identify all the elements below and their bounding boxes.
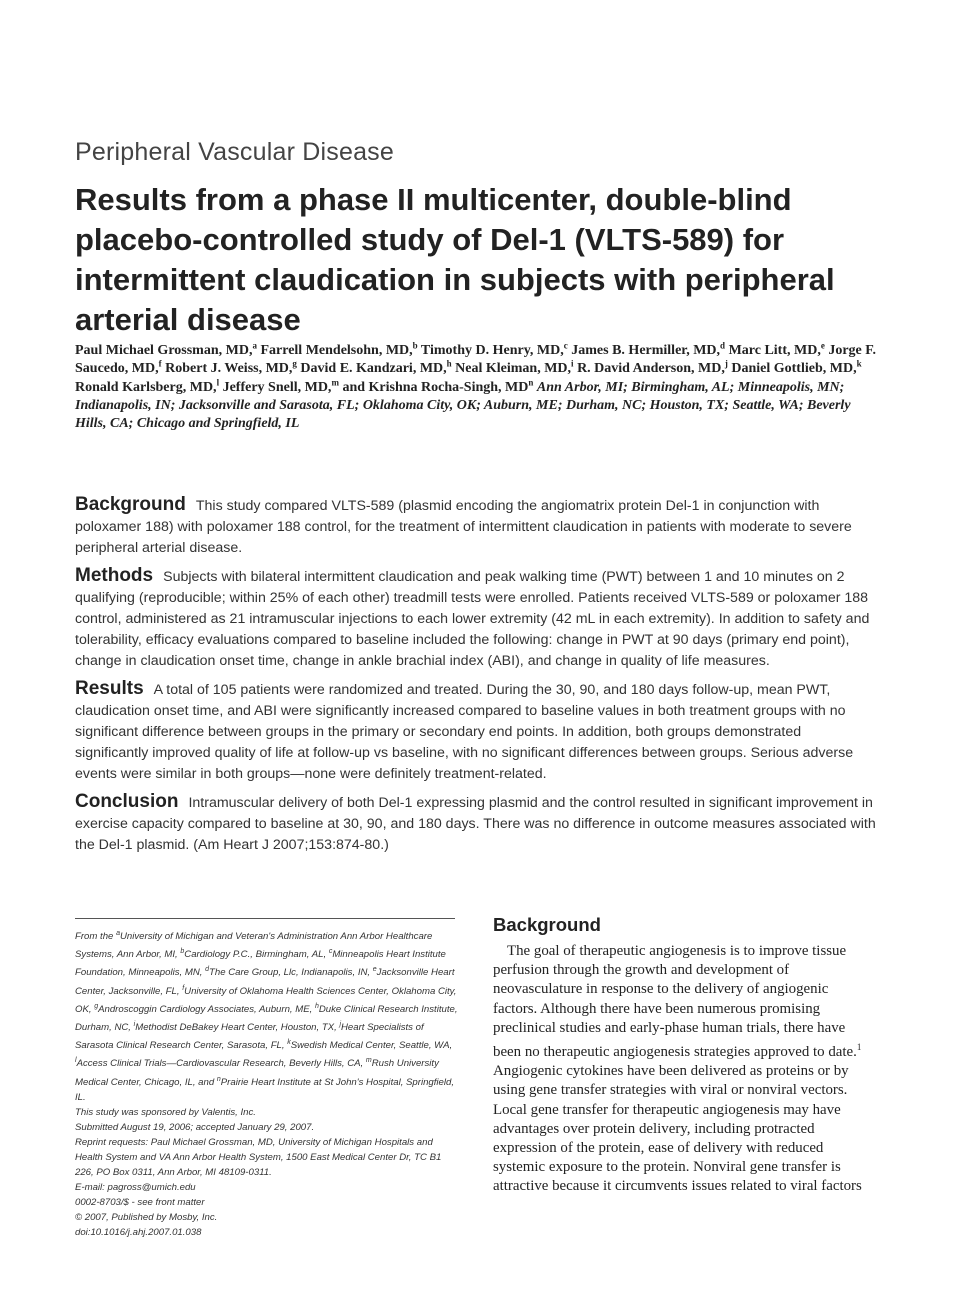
reference-marker[interactable]: 1: [856, 1042, 862, 1053]
abstract-heading: Results: [75, 678, 144, 700]
abstract-heading: Methods: [75, 565, 154, 587]
affiliation-lead: From the: [75, 931, 117, 943]
abstract: [75, 495, 877, 864]
affiliation-marker: n: [216, 1075, 221, 1083]
reprint-requests: Reprint requests: Paul Michael Grossman, MD, University of Michigan Hospitals and Health System and VA Ann Arbor Health System, 1500 East Medical Center Dr, TC B1 226, PO Box 0311, Ann Arbor, MI 48109-0311.: [75, 1136, 442, 1178]
body-column: [493, 914, 875, 1197]
author-name: Neal Kleiman, MD,: [455, 361, 572, 377]
article-title: Results from a phase II multicenter, double-blind placebo-controlled study of Del-1 (VLTS-589) for intermittent claudication in subjects with peripheral arterial disease: [75, 182, 835, 337]
affiliation-marker: j: [339, 1020, 341, 1028]
author-affiliation-marker: j: [724, 358, 728, 369]
author-name: Jeffery Snell, MD,: [222, 379, 332, 395]
affiliation-marker: e: [372, 966, 377, 974]
body-paragraph: [493, 942, 875, 1197]
affiliation-marker: d: [205, 966, 210, 974]
author-affiliation-marker: n: [528, 376, 534, 387]
affiliation-marker: c: [328, 948, 333, 956]
affiliation-text: Minneapolis Heart Institute Foundation, Minneapolis, MN,: [75, 949, 446, 979]
author-affiliation-marker: m: [331, 376, 339, 387]
author-affiliation-marker: a: [252, 340, 257, 351]
author-affiliation-marker: c: [563, 340, 568, 351]
author-name: Jorge F. Saucedo, MD,: [75, 343, 877, 377]
footnotes: [75, 926, 460, 1240]
author-affiliation-marker: k: [856, 358, 862, 369]
affiliation-text: Rush University Medical Center, Chicago, IL, and: [75, 1058, 439, 1088]
author-affiliation-marker: e: [820, 340, 825, 351]
affiliation-text: Access Clinical Trials—Cardiovascular Research, Beverly Hills, CA,: [76, 1058, 366, 1070]
sponsor-note: This study was sponsored by Valentis, Inc.: [75, 1106, 256, 1118]
affiliation-marker: i: [133, 1020, 136, 1028]
submission-dates: Submitted August 19, 2006; accepted January 29, 2007.: [75, 1121, 315, 1133]
author-affiliation-marker: b: [412, 340, 418, 351]
affiliation-marker: a: [116, 930, 120, 937]
affiliation-text: Methodist DeBakey Heart Center, Houston, TX,: [135, 1022, 340, 1034]
author-list: [75, 342, 880, 433]
author-name: Farrell Mendelsohn, MD,: [260, 343, 413, 358]
abstract-text: Subjects with bilateral intermittent claudication and peak walking time (PWT) between 1 and 10 minutes on 2 qualifying (reproducible; within 25% of each other) treadmill tests were enrolled. Patients received VLTS-589 or poloxamer 188 control, administered as 21 intramuscular injections to each lower extremity (42 mL in each extremity). In addition to safety and tolerability, efficacy evaluations compared to baseline included the following: change in PWT at 90 days (primary end point), change in claudication onset time, change in ankle brachial index (ABI), and change in quality of life measures.: [75, 569, 870, 669]
abstract-text: A total of 105 patients were randomized and treated. During the 30, 90, and 180 days follow-up, mean PWT, claudication onset time, and ABI were significantly increased compared to baseline values in both treatment groups with no significant difference between groups in the primary or secondary end points. In addition, both groups demonstrated significantly improved quality of life at follow-up vs baseline, with no significant differences between groups. Serious adverse events were similar in both groups—none were definitely treatment-related.: [75, 682, 854, 782]
author-name: Daniel Gottlieb, MD,: [731, 361, 857, 377]
abstract-heading: Conclusion: [75, 791, 179, 813]
author-affiliation-marker: d: [720, 340, 726, 351]
footnote-divider: [75, 918, 455, 919]
body-section-heading: Background: [493, 914, 601, 935]
affiliation-text: Heart Specialists of Sarasota Clinical Research Center, Sarasota, FL,: [75, 1022, 424, 1052]
abstract-text: Intramuscular delivery of both Del-1 expressing plasmid and the control resulted in significant improvement in exercise capacity compared to baseline at 30, 90, and 180 days. There was no difference in outcome measures associated with the Del-1 plasmid. (Am Heart J 2007;153:874-80.): [75, 795, 876, 853]
affiliation-marker: h: [314, 1002, 319, 1010]
affiliation-text: Cardiology P.C., Birmingham, AL,: [184, 949, 329, 961]
author-name: James B. Hermiller, MD,: [571, 343, 721, 358]
author-name: Ronald Karlsberg, MD,: [75, 379, 217, 395]
section-label: Peripheral Vascular Disease: [75, 138, 394, 166]
affiliation-marker: f: [182, 984, 185, 992]
abstract-section: [75, 495, 877, 558]
contact-email[interactable]: E-mail: pagross@umich.edu: [75, 1181, 196, 1193]
abstract-heading: Background: [75, 494, 186, 515]
author-affiliation-marker: l: [216, 376, 220, 387]
author-affiliation-marker: f: [158, 358, 162, 369]
affiliation-text: Duke Clinical Research Institute, Durham, NC,: [75, 1003, 458, 1034]
author-name: R. David Anderson, MD,: [577, 361, 725, 377]
affiliation-text: Jacksonville Heart Center, Jacksonville, FL,: [75, 967, 455, 997]
affiliation-marker: k: [287, 1039, 291, 1047]
author-name: David E. Kandzari, MD,: [300, 361, 447, 377]
author-name: Timothy D. Henry, MD,: [420, 343, 564, 358]
affiliation-marker: g: [94, 1002, 99, 1010]
abstract-text: This study compared VLTS-589 (plasmid encoding the angiomatrix protein Del-1 in conjunction with poloxamer 188) with poloxamer 188 control, for the treatment of intermittent claudication in patients with moderate to severe peripheral arterial disease.: [75, 498, 852, 556]
abstract-section: [75, 566, 877, 671]
author-affiliation-marker: g: [292, 358, 297, 369]
copyright: © 2007, Published by Mosby, Inc.: [75, 1211, 218, 1223]
author-name: Robert J. Weiss, MD,: [165, 361, 293, 377]
affiliation-text: The Care Group, Llc, Indianapolis, IN,: [209, 967, 373, 979]
affiliation-text: Androscoggin Cardiology Associates, Auburn, ME,: [98, 1003, 315, 1015]
author-name: Paul Michael Grossman, MD,: [75, 343, 253, 358]
affiliation-text: Swedish Medical Center, Seattle, WA,: [290, 1040, 453, 1052]
body-text-1: The goal of therapeutic angiogenesis is to improve tissue perfusion through the growth and development of neovasculature in response to the delivery of angiogenic factors. Although there have been numerous promising preclinical studies and early-phase human trials, there have been no therapeutic angiogenesis strategies approved to date.: [493, 943, 857, 1060]
issn: 0002-8703/$ - see front matter: [75, 1196, 205, 1208]
author-affiliation-marker: i: [571, 358, 574, 369]
abstract-section: [75, 679, 877, 784]
affiliation-text: Prairie Heart Institute at St John's Hospital, Springfield, IL.: [75, 1076, 455, 1103]
affiliations: [75, 926, 460, 1105]
affiliation-marker: b: [180, 948, 185, 956]
affiliation-marker: m: [365, 1057, 372, 1065]
affiliation-marker: l: [75, 1057, 77, 1065]
body-text-2: Angiogenic cytokines have been delivered as proteins or by using gene transfer strategies with viral or nonviral vectors. Local gene transfer for therapeutic angiogenesis may have advantages over protein delivery, including protracted expression of the protein, ease of delivery with reduced systemic exposure to the protein. Nonviral gene transfer is attractive because it circumvents issues related to viral factors: [493, 1063, 862, 1195]
author-name: and Krishna Rocha-Singh, MD: [342, 379, 529, 395]
abstract-section: [75, 792, 877, 855]
affiliation-text: University of Oklahoma Health Sciences Center, Oklahoma City, OK,: [75, 985, 457, 1015]
affiliation-text: University of Michigan and Veteran's Administration Ann Arbor Healthcare Systems, Ann Arbor, MI,: [75, 931, 433, 961]
author-affiliation-marker: h: [446, 358, 452, 369]
doi[interactable]: doi:10.1016/j.ahj.2007.01.038: [75, 1226, 202, 1238]
author-locations: Ann Arbor, MI; Birmingham, AL; Minneapolis, MN; Indianapolis, IN; Jacksonville and Sarasota, FL; Oklahoma City, OK; Auburn, ME; Durham, NC; Houston, TX; Seattle, WA; Beverly Hills, CA; Chicago and Springfield, IL: [75, 379, 851, 432]
author-name: Marc Litt, MD,: [728, 343, 821, 358]
